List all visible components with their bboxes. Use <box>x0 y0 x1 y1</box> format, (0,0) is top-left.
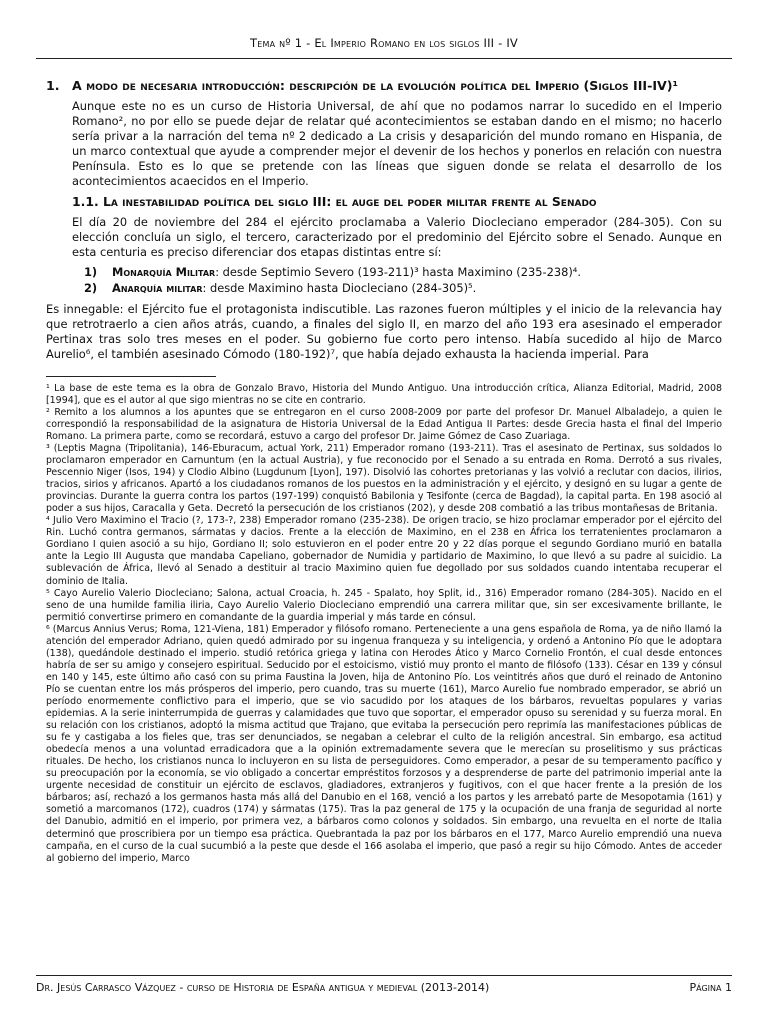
footer-author: Dr. Jesús Carrasco Vázquez - curso de Historia de España antigua y medieval (2013-2014) <box>36 981 490 994</box>
running-footer <box>36 981 732 994</box>
running-header: Tema nº 1 - El Imperio Romano en los siglos III - IV <box>250 36 518 50</box>
section-title: A modo de necesaria introducción: descripción de la evolución política del Imperio (Siglos III-IV)¹ <box>72 78 679 93</box>
footnote: ⁴ Julio Vero Maximino el Tracio (?, 173-?, 238) Emperador romano (235-238). De origen tracio, se hizo proclamar emperador por el ejército del Rin. Luchó contra germanos, sármatas y dacios. Frente a la elección de Maximino, en el 238 en África los terratenientes proclamaron a Gordiano I quien asoció a su hijo, Gordiano II; solo estuvieron en el poder entre 20 y 22 días porque el segundo Gordiano murió en batalla ante la Legio III Augusta que mandaba Capeliano, gobernador de Numidia y partidario de Maximino, lo que llevó a su padre al suicidio. La sublevación de África, llevó al Senado a destituir al tracio Maximino quien fue degollado por sus soldados cuando intentaba recuperar el dominio de Italia. <box>46 515 722 587</box>
header-rule <box>36 58 732 59</box>
footnotes <box>46 383 722 865</box>
footnote: ⁶ (Marcus Annius Verus; Roma, 121-Viena, 181) Emperador y filósofo romano. Perteneciente a una gens española de Roma, ya de niño llamó la atención del emperador Adriano, quien quedó admirado por su ingenua franqueza y su inteligencia, y ordenó a Antonino Pío que le adoptara (138), quedándole destinado el imperio. studió retórica griega y latina con Herodes Ático y Marco Cornelio Frontón, el cual desde entonces habría de ser su amigo y consejero espiritual. Seducido por el estoicismo, vistió muy pronto el manto de filósofo (133). César en 139 y cónsul en 140 y 145, este último año casó con su prima Faustina la Joven, hija de Antonino Pío. Los veintitrés años que duró el reinado de Antonino Pío se cuentan entre los más prósperos del imperio, pero cuando, tras su muerte (161), Marco Aurelio fue nombrado emperador, se abrió un período enormemente conflictivo para el imperio, que se vio sacudido por los ataques de los bárbaros, revueltas populares y varias epidemias. A la serie ininterrumpida de guerras y calamidades que tuvo que soportar, el emperador opuso su serenidad y su fuerza moral. En su relación con los cristianos, adoptó la misma actitud que Trajano, que evitaba la persecución pero reprimía las manifestaciones públicas de su fe y castigaba a los fieles que, tras ser denunciados, se negaban a celebrar el culto de la religión ancestral. Sin embargo, esa actitud obedecía menos a una voluntad erradicadora que a la opinión extremadamente severa que le merecían su proselitismo y sus prácticas rituales. De hecho, los cristianos nunca lo incluyeron en su lista de perseguidores. Como emperador, a pesar de su temperamento pacífico y su preocupación por la economía, se vio obligado a concertar empréstitos forzosos y a desprenderse de parte del patrimonio imperial ante la urgente necesidad de constituir un ejército de esclavos, gladiadores, extranjeros y fugitivos, con el que hacer frente a la presión de los bárbaros; así, rechazó a los germanos hasta más allá del Danubio en el 168, venció a los partos y les arrebató parte de Mesopotamia (161) y sometió a marcomanos (172), cuadros (174) y sármatas (175). Tras la paz general de 175 y la ocupación de una franja de seguridad al norte del Danubio, admitió en el imperio, por primera vez, a bárbaros como colonos y soldados. Sin embargo, una revuelta en el norte de Italia determinó que proscribiera por un tiempo esa práctica. Quebrantada la paz por los bárbaros en el 177, Marco Aurelio emprendió una nueva campaña, en el curso de la cual sucumbió a la peste que desde el 166 asolaba el imperio, que pasó a regir su hijo Cómodo. Antes de acceder al gobierno del imperio, Marco <box>46 623 722 864</box>
section-heading-1 <box>46 78 722 93</box>
subsection-heading: 1.1. La inestabilidad política del siglo III: el auge del poder militar frente al Senado <box>72 194 597 210</box>
subsection-paragraph-1: El día 20 de noviembre del 284 el ejército proclamaba a Valerio Diocleciano emperador (284-305). Con su elección concluía un siglo, el tercero, caracterizado por el predominio del Ejército sobre el Senado. Aunque en esta centuria es preciso diferenciar dos etapas distintas entre sí: <box>72 215 722 260</box>
section-number: 1. <box>46 78 60 93</box>
list-item: 2) Anarquía militar: desde Maximino hasta Diocleciano (284-305)⁵. <box>84 280 477 295</box>
intro-paragraph: Aunque este no es un curso de Historia Universal, de ahí que no podamos narrar lo sucedido en el Imperio Romano², no por ello se puede dejar de relatar qué acontecimientos se estaban dando en el mismo; no hacerlo sería privar a la narración del tema nº 2 dedicado a La crisis y desaparición del mundo romano en Hispania, de un marco contextual que ayude a comprender mejor el devenir de los hechos y ponerlos en relación con nuestra Península. Esto es lo que se pretende con las líneas que siguen donde se relata el desarrollo de los acontecimientos acaecidos en el Imperio. <box>72 99 722 188</box>
stages-list <box>72 265 722 296</box>
footnote: ³ (Leptis Magna (Tripolitania), 146-Eburacum, actual York, 211) Emperador romano (193-211). Tras el asesinato de Pertinax, sus soldados lo proclamaron emperador en Carnuntum (en la actual Austria), y fue reconocido por el Senado a su entrada en Roma. Derrotó a sus rivales, Pescennio Niger (Isos, 194) y Clodio Albino (Lugdunum [Lyon], 197). Disolvió las cohortes pretorianas y las volvió a reclutar con dacios, ilirios, tracios, sirios y africanos. Apartó a los ciudadanos romanos de los puestos en la administración y el ejército, y designó en su lugar a gente de provincias. Durante la guerra contra los partos (197-199) conquistó Babilonia y Tesifonte (cerca de Bagdad), la capital parta. En 198 asoció al poder a sus hijos, Caracalla y Geta. Decretó la persecución de los cristianos (202), y desde 208 combatió a las tribus montañesas de Britania. <box>46 443 722 515</box>
list-item: 1) Monarquía Militar: desde Septimio Severo (193-211)³ hasta Maximino (235-238)⁴. <box>84 265 581 280</box>
page-body <box>46 78 722 865</box>
footnote: ² Remito a los alumnos a los apuntes que se entregaron en el curso 2008-2009 por parte del profesor Dr. Manuel Albaladejo, a quien le correspondió la responsabilidad de la asignatura de Historia Universal de la Edad Antigua II Partes: desde Grecia hasta el final del Imperio Romano. La primera parte, como se recordará, estuvo a cargo del profesor Dr. Jaime Gómez de Caso Zuariaga. <box>46 406 722 442</box>
subsection-paragraph-2: Es innegable: el Ejército fue el protagonista indiscutible. Las razones fueron múltiples y el inicio de la relevancia hay que retrotraerlo a cien años atrás, cuando, a finales del siglo II, en marzo del año 193 era asesinado el emperador Pertinax tras solo tres meses en el poder. Su gobierno fue corto pero intenso. Había sucedido al hijo de Marco Aurelio⁶, el también asesinado Cómodo (180-192)⁷, que había dejado exhausta la hacienda imperial. Para <box>46 302 722 361</box>
footnote: ⁵ Cayo Aurelio Valerio Diocleciano; Salona, actual Croacia, h. 245 - Spalato, hoy Split, id., 316) Emperador romano (284-305). Nacido en el seno de una humilde familia iliria, Cayo Aurelio Valerio Diocleciano emprendió una carrera militar que, sin ser excesivamente brillante, le permitió convertirse primero en comandante de la guardia imperial y más tarde en cónsul. <box>46 587 722 623</box>
footnote: ¹ La base de este tema es la obra de Gonzalo Bravo, Historia del Mundo Antiguo. Una introducción crítica, Alianza Editorial, Madrid, 2008 [1994], que es el autor al que sigo mientras no se cite en contrario. <box>46 382 722 406</box>
footnote-separator <box>46 376 216 377</box>
page-number: Página 1 <box>689 981 732 994</box>
footer-rule <box>36 975 732 976</box>
